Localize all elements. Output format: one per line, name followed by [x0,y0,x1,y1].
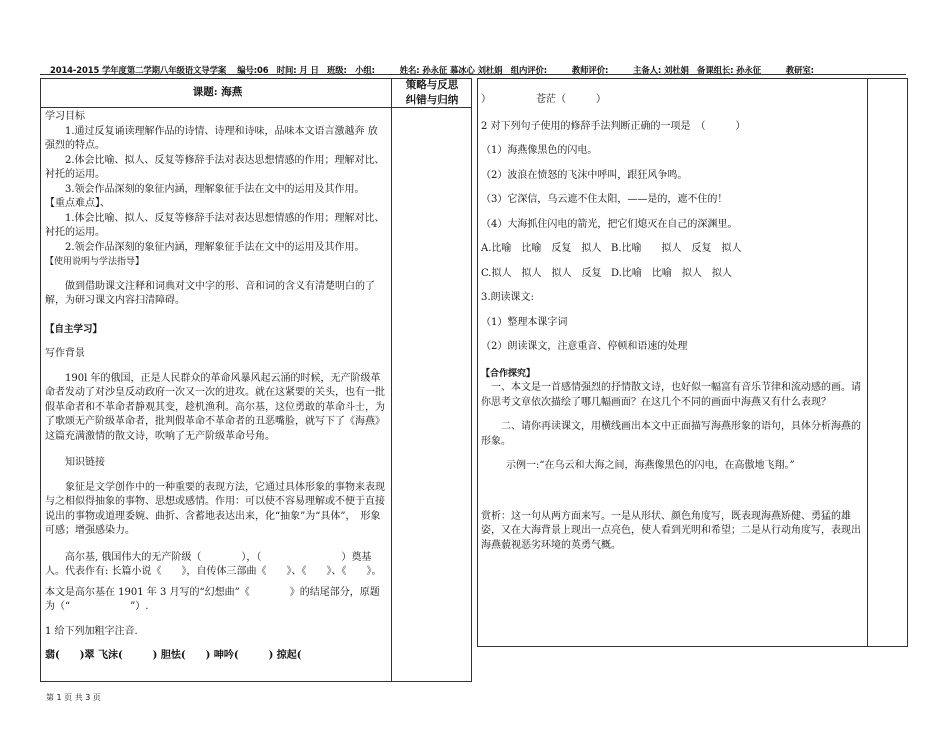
key-heading: 【重点难点】、 [45,198,110,209]
pinyin-continued: ） 苍茫（ ） [481,94,606,105]
goals-heading: 学习目标 [45,111,85,122]
example-sentence: 示例一:“在乌云和大海之间，海燕像黑色的闪电，在高傲地飞翔。” [506,460,795,471]
background-text: 190l 年的俄国，正是人民群众的革命风暴风起云涌的时候，无产阶级革命者发动了对沙皇反动政府一次又一次的进攻。就在这紧要的关头，也有一批假革命者和不革命者静观其变，趁机渔利。高尔基，这位勇敢的革命斗士，为了歌颂无产阶级革命者，批判假革命不革命者的丑恶嘴脸，就写下了《海燕》这篇充满激情的散文诗，吹响了无产阶级革命号角。 [45,372,385,442]
option-c: C.拟人 拟人 拟人 反复 [481,267,602,279]
goal-2: 2.体会比喻、拟人、反复等修辞手法对表达思想情感的作用；理解对比、衬托的运用。 [45,154,385,180]
option-a: A.比喻 比喻 反复 拟人 [481,243,602,254]
left-table-divider [391,78,392,681]
option-b: B.比喻 拟人 反复 拟人 [611,243,742,254]
knowledge-text: 象征是文学创作中的一种重要的表现方法，它通过具体形象的事物来表现与之相似得抽象的事物、思想或感情。作用：可以使不容易理解或不便于直接说出的事物或道理委婉、曲折、含蓄地表达出来，化“抽象”为“具体”， 形象可感；增强感染力。 [45,481,385,536]
goal-1: 1.通过反复诵读理解作品的诗情、诗理和诗味，品味本文语言激越奔 放强烈的特点。 [45,125,378,151]
right-body [481,93,861,553]
background-heading: 写作背景 [45,348,85,359]
options-row-1 [481,242,861,257]
pinyin-chars: 翡( )翠 飞沫( ) 胆怯( ) 呻吟( ) 掠起( [45,650,312,661]
option-d: D.比喻 比喻 拟人 拟人 [611,267,732,279]
question-3a: （1）整理本课字词 [481,316,568,328]
sentence-2: （2）波浪在愤怒的飞沫中呼叫，跟狂风争鸣。 [481,169,688,181]
header-line: 2014-2015 学年度第二学期八年级语文导学案 编号:06 时间: 月 日 班级: 小组: 姓名: 孙永征 慕冰心 刘杜娟 组内评价: 教师评价: 主备人: 刘杜娟 备课组长: 孙永征 教研室: [50,65,814,75]
question-3: 3.朗读课文: [481,292,534,303]
coop-question-1: 一、本文是一首感情强烈的抒情散文诗，也好似一幅富有音乐节律和流动感的画。请你思考文章依次描绘了哪几幅画面？在这几个不同的画面中海燕又有什么表现？ [481,382,861,408]
question-1: 1 给下列加粗字注音. [45,625,138,637]
question-3b: （2）朗读课文，注意重音、停顿和语速的处理 [481,341,688,352]
header-rule [40,74,906,75]
sentence-4: （4）大海抓住闪电的箭光，把它们熄灭在自己的深渊里。 [481,218,738,230]
coop-heading: 【合作探究】 [481,368,536,379]
sentence-3: （3）它深信，乌云遮不住太阳，——是的，遮不住的！ [481,194,728,205]
key-1: 1.体会比喻、拟人、反复等修辞手法对表达思想情感的作用；理解对比、衬托的运用。 [45,212,385,238]
goal-3: 3.领会作品深刻的象征内涵，理解象征手法在文中的运用及其作用。 [65,183,365,195]
lesson-title: 课题: 海燕 [192,86,243,98]
method-heading: 【使用说明与学法指导】 [45,257,145,267]
question-2: 2 对下列句子使用的修辞手法判断正确的一项是 （ ） [481,120,746,132]
strategy-title-line2: 纠错与归纳 [405,94,459,106]
left-body [45,110,385,664]
options-row-2 [481,267,861,282]
self-study-heading: 【自主学习】 [45,323,103,335]
origin-text: 本文是高尔基在 1901 年 3 月写的“幻想曲”《 》的结尾部分，原题为（“ ”）. [45,586,380,612]
strategy-title-line1: 策略与反思 [405,79,459,91]
coop-question-2: 二、请你再读课文，用横线画出本文中正面描写海燕形象的语句，具体分析海燕的形象。 [481,421,861,447]
method-text: 做到借助课文注释和词典对文中字的形、音和词的含义有清楚明白的了解，为研习课文内容扫清障碍。 [45,280,375,306]
page-footer: 第 1 页 共 3 页 [46,693,101,702]
key-2: 2.领会作品深刻的象征内涵，理解象征手法在文中的运用及其作用。 [65,241,365,253]
appreciation-text: 赏析：这一句从两方面来写。一是从形状、颜色角度写，既表现海燕矫健、勇猛的雄姿，又在大海背景上现出一点亮色，使人看到光明和希望；二是从行动角度写，表现出海燕藐视恶劣环境的英勇气概。 [481,510,861,551]
knowledge-heading: 知识链接 [65,457,105,468]
strategy-column-title [394,78,470,108]
gorky-text: 高尔基, 俄国伟大的无产阶级（ ），（ ）奠基人。代表作有: 长篇小说《 》，自传体三部曲《 》、《 》、《 》。 [45,551,382,577]
sentence-1: （1）海燕像黑色的闪电。 [481,145,598,156]
right-table-divider [867,78,868,646]
